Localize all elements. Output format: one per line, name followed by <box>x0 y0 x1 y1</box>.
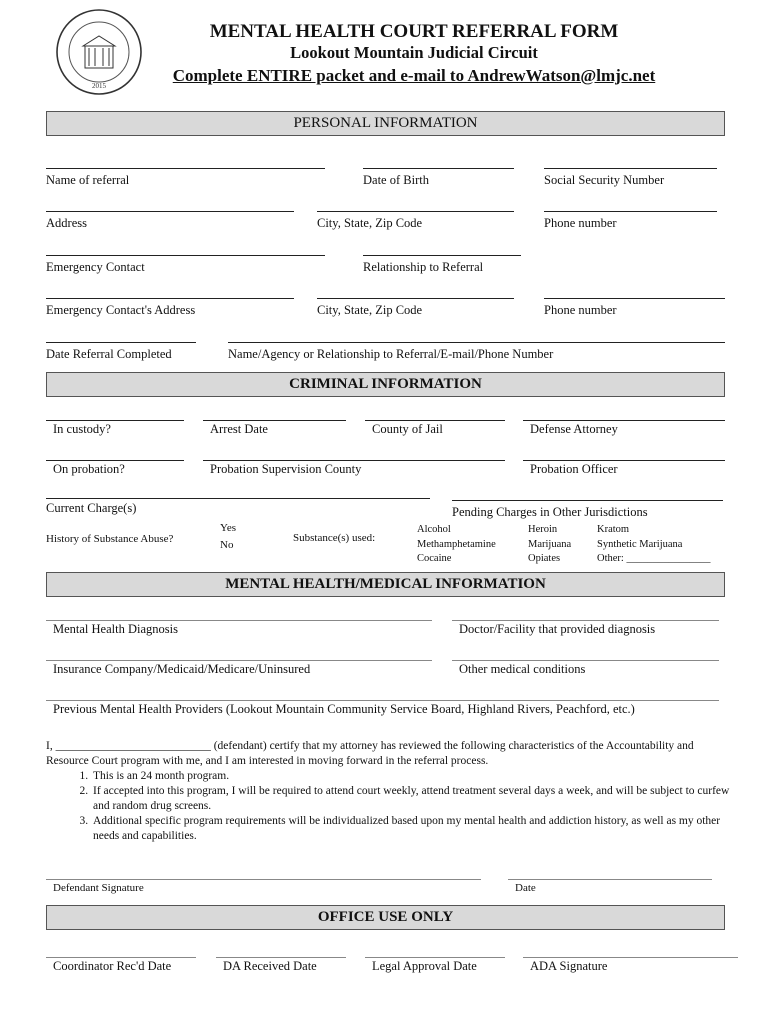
date-completed-field[interactable] <box>46 342 196 343</box>
emergency-contact-label: Emergency Contact <box>46 260 145 274</box>
substance-history-label: History of Substance Abuse? <box>46 533 174 545</box>
relationship-field[interactable] <box>363 255 521 256</box>
date-completed-label: Date Referral Completed <box>46 347 172 361</box>
other-conditions-label: Other medical conditions <box>459 662 586 676</box>
office-use-heading: OFFICE USE ONLY <box>46 905 725 930</box>
da-received-label: DA Received Date <box>223 959 317 973</box>
defendant-signature-label: Defendant Signature <box>53 882 144 894</box>
insurance-label: Insurance Company/Medicaid/Medicare/Uninsured <box>53 662 311 676</box>
medical-information-heading: MENTAL HEALTH/MEDICAL INFORMATION <box>46 572 725 597</box>
substance-marijuana[interactable]: Marijuana <box>528 539 572 550</box>
insurance-field[interactable] <box>46 660 432 661</box>
certification-list <box>46 769 736 844</box>
other-conditions-field[interactable] <box>452 660 719 661</box>
substance-alcohol[interactable]: Alcohol <box>417 524 451 535</box>
legal-approval-field[interactable] <box>365 957 505 958</box>
defendant-signature-field[interactable] <box>46 879 481 880</box>
emergency-city-label: City, State, Zip Code <box>317 303 423 317</box>
substance-no-option[interactable]: No <box>220 539 234 551</box>
address-label: Address <box>46 216 87 230</box>
substance-yes-option[interactable]: Yes <box>220 522 237 534</box>
emergency-contact-field[interactable] <box>46 255 325 256</box>
certification-item: 2. If accepted into this program, I will be required to attend court weekly, attend treatment several days a week, and will be subject to curfew and random drug screens. <box>91 784 736 814</box>
ada-signature-label: ADA Signature <box>530 959 608 973</box>
defense-attorney-field[interactable] <box>523 420 725 421</box>
substance-kratom[interactable]: Kratom <box>597 524 630 535</box>
doctor-label: Doctor/Facility that provided diagnosis <box>459 622 656 636</box>
substance-other[interactable]: Other: ________________ <box>597 553 711 564</box>
probation-officer-label: Probation Officer <box>530 462 618 476</box>
name-field[interactable] <box>46 168 325 169</box>
emergency-city-field[interactable] <box>317 298 514 299</box>
probation-officer-field[interactable] <box>523 460 725 461</box>
personal-information-heading: PERSONAL INFORMATION <box>46 111 725 136</box>
form-instruction: Complete ENTIRE packet and e-mail to AndrewWatson@lmjc.net <box>172 66 656 85</box>
substance-meth[interactable]: Methamphetamine <box>417 539 496 550</box>
defense-attorney-label: Defense Attorney <box>530 422 618 436</box>
svg-text:2015: 2015 <box>92 82 106 90</box>
ada-signature-field[interactable] <box>523 957 738 958</box>
substance-opiates[interactable]: Opiates <box>528 553 561 564</box>
previous-providers-field[interactable] <box>46 700 719 701</box>
on-probation-label: On probation? <box>53 462 125 476</box>
phone-field[interactable] <box>544 211 717 212</box>
referrer-field[interactable] <box>228 342 725 343</box>
city-field[interactable] <box>317 211 514 212</box>
arrest-date-field[interactable] <box>203 420 346 421</box>
phone-label: Phone number <box>544 216 617 230</box>
certification-block <box>46 739 736 844</box>
relationship-label: Relationship to Referral <box>363 260 484 274</box>
substances-used-label: Substance(s) used: <box>293 532 376 544</box>
court-seal-logo <box>55 8 143 96</box>
arrest-date-label: Arrest Date <box>210 422 268 436</box>
form-subtitle: Lookout Mountain Judicial Circuit <box>290 43 538 62</box>
emergency-phone-label: Phone number <box>544 303 617 317</box>
emergency-address-label: Emergency Contact's Address <box>46 303 196 317</box>
county-jail-label: County of Jail <box>372 422 443 436</box>
da-received-field[interactable] <box>216 957 346 958</box>
name-label: Name of referral <box>46 173 130 187</box>
diagnosis-field[interactable] <box>46 620 432 621</box>
in-custody-field[interactable] <box>46 420 184 421</box>
pending-charges-label: Pending Charges in Other Jurisdictions <box>452 505 648 519</box>
county-jail-field[interactable] <box>365 420 505 421</box>
city-label: City, State, Zip Code <box>317 216 423 230</box>
probation-county-label: Probation Supervision County <box>210 462 362 476</box>
emergency-address-field[interactable] <box>46 298 294 299</box>
ssn-field[interactable] <box>544 168 717 169</box>
referrer-label: Name/Agency or Relationship to Referral/E-mail/Phone Number <box>228 347 554 361</box>
criminal-information-heading: CRIMINAL INFORMATION <box>46 372 725 397</box>
signature-date-label: Date <box>515 882 536 894</box>
address-field[interactable] <box>46 211 294 212</box>
signature-date-field[interactable] <box>508 879 712 880</box>
previous-providers-label: Previous Mental Health Providers (Lookout Mountain Community Service Board, Highland Rivers, Peachford, etc.) <box>53 702 635 716</box>
substance-cocaine[interactable]: Cocaine <box>417 553 452 564</box>
pending-charges-field[interactable] <box>452 500 723 501</box>
substance-synthetic[interactable]: Synthetic Marijuana <box>597 539 683 550</box>
dob-field[interactable] <box>363 168 514 169</box>
probation-county-field[interactable] <box>203 460 505 461</box>
certification-item: 3. Additional specific program requirements will be individualized based upon my mental health and addiction history, as well as my other needs and capabilities. <box>91 814 736 844</box>
doctor-field[interactable] <box>452 620 719 621</box>
diagnosis-label: Mental Health Diagnosis <box>53 622 178 636</box>
certification-item: 1. This is an 24 month program. <box>91 769 736 784</box>
form-title: MENTAL HEALTH COURT REFERRAL FORM <box>209 21 619 42</box>
current-charges-field[interactable] <box>46 498 430 499</box>
coordinator-label: Coordinator Rec'd Date <box>53 959 172 973</box>
ssn-label: Social Security Number <box>544 173 665 187</box>
dob-label: Date of Birth <box>363 173 429 187</box>
on-probation-field[interactable] <box>46 460 184 461</box>
in-custody-label: In custody? <box>53 422 111 436</box>
legal-approval-label: Legal Approval Date <box>372 959 477 973</box>
current-charges-label: Current Charge(s) <box>46 501 137 515</box>
certification-intro: I, ___________________________ (defendant) certify that my attorney has reviewed the following characteristics of the Accountability and Resource Court program with me, and I am interested in moving forward in the referral process. <box>46 740 694 767</box>
substance-heroin[interactable]: Heroin <box>528 524 558 535</box>
coordinator-field[interactable] <box>46 957 196 958</box>
emergency-phone-field[interactable] <box>544 298 725 299</box>
